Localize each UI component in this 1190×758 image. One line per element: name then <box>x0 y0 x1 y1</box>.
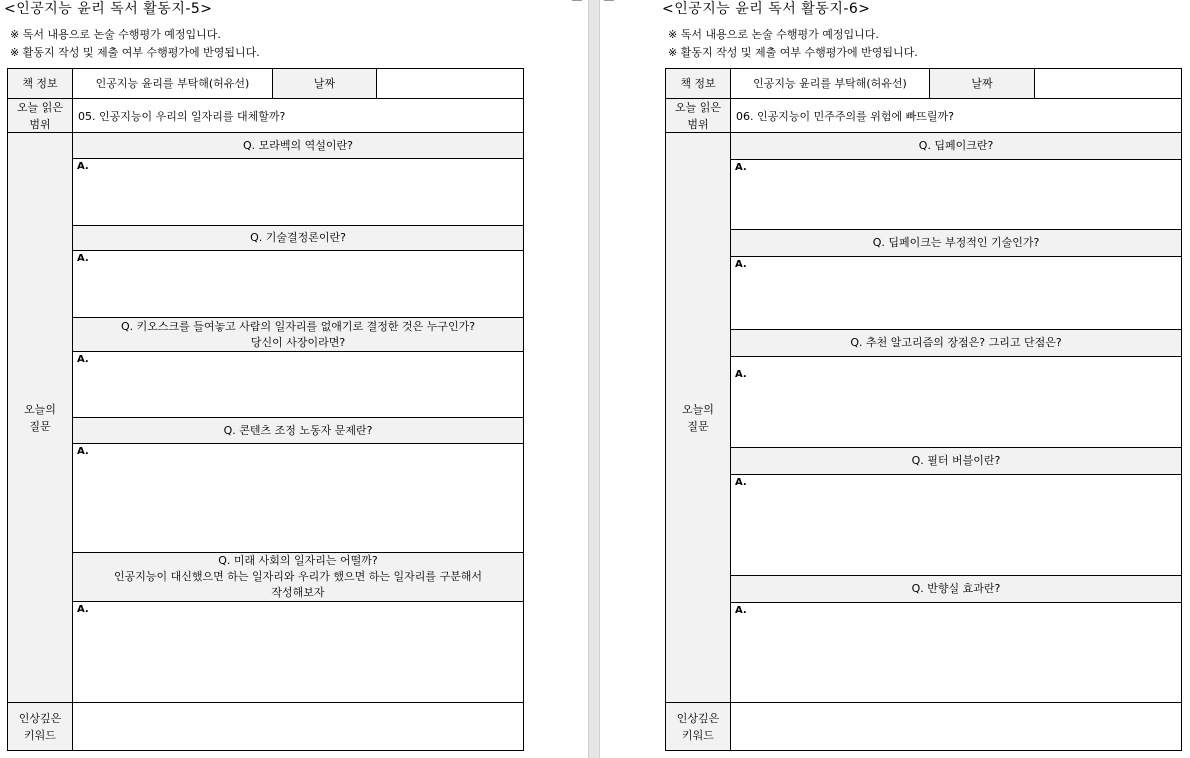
questions-label: 오늘의 질문 <box>666 133 731 703</box>
question-5: Q. 미래 사회의 일자리는 어떨까? 인공지능이 대신했으면 하는 일자리와 우리가 했으면 하는 일자리를 구분해서 작성해보자 <box>73 553 523 602</box>
page-corner-mark <box>572 0 582 1</box>
worksheet-page-5 <box>0 0 588 758</box>
answer-2-field[interactable]: A. <box>731 257 1181 330</box>
answer-5-field[interactable]: A. <box>73 602 523 703</box>
date-label: 날짜 <box>930 69 1035 99</box>
keyword-label: 인상깊은 키워드 <box>8 703 73 750</box>
keyword-label: 인상깊은 키워드 <box>666 703 731 750</box>
answer-1-field[interactable]: A. <box>73 159 523 226</box>
reading-range-label: 오늘 읽은 범위 <box>8 99 73 133</box>
worksheet-page-6 <box>600 0 1190 758</box>
answer-4-field[interactable]: A. <box>731 475 1181 576</box>
worksheet-table <box>7 68 524 751</box>
book-info-label: 책 정보 <box>8 69 73 99</box>
book-title: 인공지능 윤리를 부탁해(허유선) <box>731 69 930 99</box>
page-gutter <box>588 0 600 758</box>
question-3: Q. 키오스크를 들여놓고 사람의 일자리를 없애기로 결정한 것은 누구인가? 당신이 사장이라면? <box>73 318 523 352</box>
page-corner-mark <box>604 0 614 1</box>
date-field[interactable] <box>377 69 523 99</box>
answer-3-field[interactable]: A. <box>73 352 523 418</box>
notice-line: ※ 활동지 작성 및 제출 여부 수행평가에 반영됩니다. <box>10 46 260 59</box>
date-field[interactable] <box>1035 69 1181 99</box>
question-2: Q. 기술결정론이란? <box>73 226 523 251</box>
keyword-field[interactable] <box>731 703 1181 750</box>
worksheet-title: <인공지능 윤리 독서 활동지-5> <box>4 1 213 17</box>
reading-range-value: 06. 인공지능이 민주주의를 위험에 빠뜨릴까? <box>731 99 1181 133</box>
date-label: 날짜 <box>273 69 377 99</box>
question-2: Q. 딥페이크는 부정적인 기술인가? <box>731 230 1181 257</box>
book-title: 인공지능 윤리를 부탁해(허유선) <box>73 69 273 99</box>
notice-line: ※ 독서 내용으로 논술 수행평가 예정입니다. <box>10 28 221 41</box>
question-3: Q. 추천 알고리즘의 장점은? 그리고 단점은? <box>731 330 1181 357</box>
answer-5-field[interactable]: A. <box>731 603 1181 703</box>
reading-range-label: 오늘 읽은 범위 <box>666 99 731 133</box>
worksheet-table <box>665 68 1182 751</box>
answer-2-field[interactable]: A. <box>73 251 523 318</box>
answer-3-field[interactable]: A. <box>731 357 1181 448</box>
notice-line: ※ 활동지 작성 및 제출 여부 수행평가에 반영됩니다. <box>668 46 918 59</box>
worksheet-title: <인공지능 윤리 독서 활동지-6> <box>662 1 871 17</box>
question-4: Q. 필터 버블이란? <box>731 448 1181 475</box>
question-1: Q. 모라벡의 역설이란? <box>73 133 523 159</box>
answer-1-field[interactable]: A. <box>731 160 1181 230</box>
book-info-label: 책 정보 <box>666 69 731 99</box>
reading-range-value: 05. 인공지능이 우리의 일자리를 대체할까? <box>73 99 523 133</box>
keyword-field[interactable] <box>73 703 523 750</box>
question-1: Q. 딥페이크란? <box>731 133 1181 160</box>
questions-label: 오늘의 질문 <box>8 133 73 703</box>
question-5: Q. 반향실 효과란? <box>731 576 1181 603</box>
notice-line: ※ 독서 내용으로 논술 수행평가 예정입니다. <box>668 28 879 41</box>
question-4: Q. 콘텐츠 조정 노동자 문제란? <box>73 418 523 444</box>
answer-4-field[interactable]: A. <box>73 444 523 553</box>
